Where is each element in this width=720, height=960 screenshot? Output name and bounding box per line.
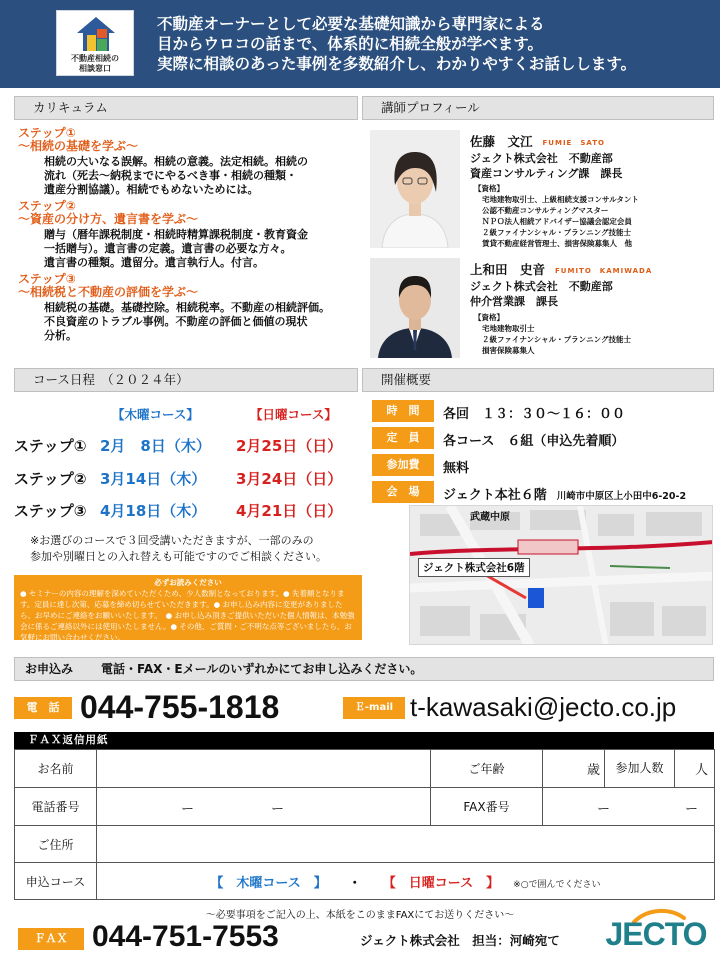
venue-name: ジェクト本社６階 xyxy=(443,488,547,503)
step-title: ～相続税と不動産の評価を学ぶ～ xyxy=(18,285,199,299)
fax-number-label: ＦＡＸ xyxy=(18,928,84,950)
venue-value xyxy=(443,484,686,503)
person-photo-icon xyxy=(370,258,460,358)
step-title: ～相続の基礎を学ぶ～ xyxy=(18,139,139,153)
qualification-item: 損害保険募集人 xyxy=(482,346,535,355)
qualification-item: 公認不動産コンサルティングマスター xyxy=(482,206,609,215)
consultation-logo xyxy=(56,10,134,76)
footer-note: ～必要事項をご記入の上、本紙をこのままFAXにてお送りください～ xyxy=(205,910,515,921)
step-label: ステップ① xyxy=(18,126,76,140)
schedule-step: ステップ② xyxy=(14,470,87,488)
sunday-course-label: 【日曜コース】 xyxy=(250,407,337,422)
email-label: Ｅ-mail xyxy=(343,697,405,719)
instructor-heading: 講師プロフィール xyxy=(362,96,714,120)
fee-label: 参加費 xyxy=(372,454,434,476)
email-address[interactable]: t-kawasaki@jecto.co.jp xyxy=(410,692,677,722)
instructor-photo-sato xyxy=(370,130,460,248)
fax-field[interactable] xyxy=(543,788,715,826)
instructor-name-roman: FUMITO KAMIWADA xyxy=(555,266,653,275)
fax-separator: ー xyxy=(597,802,611,817)
jecto-logo xyxy=(604,904,708,954)
jecto-logo-text: JECTO xyxy=(605,916,707,952)
qualification-label: 【資格】 xyxy=(474,313,504,322)
step-line: 分析。 xyxy=(44,329,77,342)
schedule-thu-date: 2月 8日（木） xyxy=(100,437,211,455)
schedule-thu-date: 4月18日（木） xyxy=(100,502,207,520)
tel-label: 電 話 xyxy=(14,697,72,719)
application-bar xyxy=(14,657,714,681)
name-label: お名前 xyxy=(15,750,97,788)
house-icon xyxy=(75,15,117,53)
curriculum-step xyxy=(18,273,358,343)
fax-form xyxy=(14,749,715,900)
address-label: ご住所 xyxy=(15,826,97,863)
header-line: 目からウロコの話まで、体系的に相続全般が学べます。 xyxy=(157,35,543,53)
phone-separator: ー xyxy=(271,802,285,817)
venue-label: 会 場 xyxy=(372,481,434,503)
phone-separator: ー xyxy=(181,802,195,817)
course-option-thursday[interactable]: 【 木曜コース 】 xyxy=(210,875,321,891)
instructor-name-roman: FUMIE SATO xyxy=(542,138,605,147)
time-value: 各回 １３：３０～１６：００ xyxy=(443,407,626,422)
step-line: 流れ（死去～納税までにやるべき事・相続の種類・ xyxy=(44,169,297,182)
notice-box xyxy=(14,575,362,640)
capacity-label: 定 員 xyxy=(372,427,434,449)
instructor-company: ジェクト株式会社 不動産部 xyxy=(470,152,613,165)
curriculum-step xyxy=(18,127,358,197)
schedule-thu-date: 3月14日（木） xyxy=(100,470,207,488)
phone-label: 電話番号 xyxy=(15,788,97,826)
people-unit: 人 xyxy=(694,763,708,778)
fax-number[interactable]: 044-751-7553 xyxy=(92,920,279,953)
notice-text: ● セミナーの内容の理解を深めていただくため、少人数制となっております。● 先着順となります。定員に達し次第、応募を締め切らせていただきます。● お申し込み内容に変更がありましたら、お早めにご連絡をお願いいたします。 ● お申し込み頂きご提供いただいた個人情報は、本勉強会に係るご連絡以外には使用いたしません。● その他、ご質問・ご不明な点等ございましたら、お気軽にお問い合わせください。 xyxy=(20,589,355,642)
logo-text-2: 相談窓口 xyxy=(79,64,111,73)
course-note: ※○で囲んでください xyxy=(513,879,601,890)
header-banner xyxy=(0,0,720,88)
notice-title: 必ずお読みください xyxy=(154,578,222,587)
age-field[interactable] xyxy=(543,750,605,788)
tel-number[interactable]: 044-755-1818 xyxy=(80,689,280,725)
step-line: 遺言書の種類。遺留分。遺言執行人。付言。 xyxy=(44,256,264,269)
fax-separator: ー xyxy=(685,802,699,817)
thursday-course-label: 【木曜コース】 xyxy=(112,407,199,422)
people-label: 参加人数 xyxy=(605,750,675,787)
schedule-step: ステップ③ xyxy=(14,502,87,520)
step-line: 不良資産のトラブル事例。不動産の評価と価値の現状 xyxy=(44,315,308,328)
application-desc: 電話・FAX・Eメールのいずれかにてお申し込みください。 xyxy=(101,662,423,676)
overview-heading: 開催概要 xyxy=(362,368,714,392)
schedule-note-line: ※お選びのコースで３回受講いただきますが、一部のみの xyxy=(30,534,314,547)
qualification-label: 【資格】 xyxy=(474,184,504,193)
venue-map xyxy=(409,505,713,645)
instructor-name xyxy=(470,260,652,278)
schedule-sun-date: 2月25日（日） xyxy=(236,437,343,455)
instructor-dept: 仲介営業課 課長 xyxy=(470,295,558,308)
schedule-sun-date: 4月21日（日） xyxy=(236,502,343,520)
application-label: お申込み xyxy=(25,662,74,676)
step-line: 一括贈与）。遺言書の定義。遺言書の必要な方々。 xyxy=(44,242,292,255)
course-separator: ・ xyxy=(348,875,362,891)
phone-field[interactable] xyxy=(97,788,431,826)
instructor-company: ジェクト株式会社 不動産部 xyxy=(470,280,613,293)
schedule-step: ステップ① xyxy=(14,437,87,455)
person-photo-icon xyxy=(370,130,460,248)
step-line: 遺産分割協議）。相続でもめないためには。 xyxy=(44,183,259,196)
step-title: ～資産の分け方、遺言書を学ぶ～ xyxy=(18,212,199,226)
schedule-note xyxy=(30,533,327,565)
people-cell[interactable] xyxy=(605,750,715,788)
address-field[interactable] xyxy=(97,826,715,863)
header-line: 不動産オーナーとして必要な基礎知識から専門家による xyxy=(157,15,545,33)
footer-company: ジェクト株式会社 担当：河崎宛て xyxy=(360,933,560,948)
fax-form-title: ＦＡＸ返信用紙 xyxy=(14,732,714,749)
age-label: ご年齢 xyxy=(431,750,543,788)
step-label: ステップ② xyxy=(18,199,76,213)
step-line: 贈与（暦年課税制度・相続時精算課税制度・教育資金 xyxy=(44,228,308,241)
course-label: 申込コース xyxy=(15,863,97,900)
schedule-sun-date: 3月24日（日） xyxy=(236,470,343,488)
instructor-photo-kamiwada xyxy=(370,258,460,358)
logo-text-1: 不動産相続の xyxy=(71,54,119,63)
qualification-item: 賃貸不動産経営管理士、損害保険募集人 他 xyxy=(482,239,632,248)
qualification-item: ２級ファイナンシャル・プランニング技能士 xyxy=(482,335,631,344)
curriculum-step xyxy=(18,200,358,270)
map-station-label: 武蔵中原 xyxy=(470,512,510,523)
instructor-name-jp: 佐藤 文江 xyxy=(470,134,533,149)
qualification-item: 宅地建物取引士、上級相続支援コンサルタント xyxy=(482,195,639,204)
qualification-item: ２級ファイナンシャル・プランニング技能士 xyxy=(482,228,631,237)
schedule-note-line: 参加や別曜日との入れ替えも可能ですのでご相談ください。 xyxy=(30,550,327,563)
qualification-item: 宅地建物取引士 xyxy=(482,324,535,333)
step-line: 相続の大いなる誤解。相続の意義。法定相続。相続の xyxy=(44,155,308,168)
instructor-dept: 資産コンサルティング課 課長 xyxy=(470,167,623,180)
qualification-item: ＮＰＯ法人相続アドバイザー協議会認定会員 xyxy=(482,217,632,226)
step-label: ステップ③ xyxy=(18,272,76,286)
venue-address: 川崎市中原区上小田中6-20-2 xyxy=(556,491,687,502)
curriculum-list xyxy=(18,127,358,343)
header-line: 実際に相談のあった事例を多数紹介し、わかりやすくお話しします。 xyxy=(157,55,637,73)
capacity-value: 各コース ６組（申込先着順） xyxy=(443,434,625,449)
step-line: 相続税の基礎。基礎控除。相続税率。不動産の相続評価。 xyxy=(44,301,330,314)
fee-value: 無料 xyxy=(443,461,470,476)
schedule-heading: コース日程 （２０２４年） xyxy=(14,368,358,392)
time-label: 時 間 xyxy=(372,400,434,422)
name-field[interactable] xyxy=(97,750,431,788)
map-callout: ジェクト株式会社6階 xyxy=(418,558,530,577)
instructor-name-jp: 上和田 史音 xyxy=(470,262,546,277)
course-select[interactable] xyxy=(97,863,715,900)
age-unit: 歳 xyxy=(586,763,600,778)
curriculum-heading: カリキュラム xyxy=(14,96,358,120)
course-option-sunday[interactable]: 【 日曜コース 】 xyxy=(389,875,500,891)
fax-label: FAX番号 xyxy=(431,788,543,826)
instructor-name xyxy=(470,132,605,150)
